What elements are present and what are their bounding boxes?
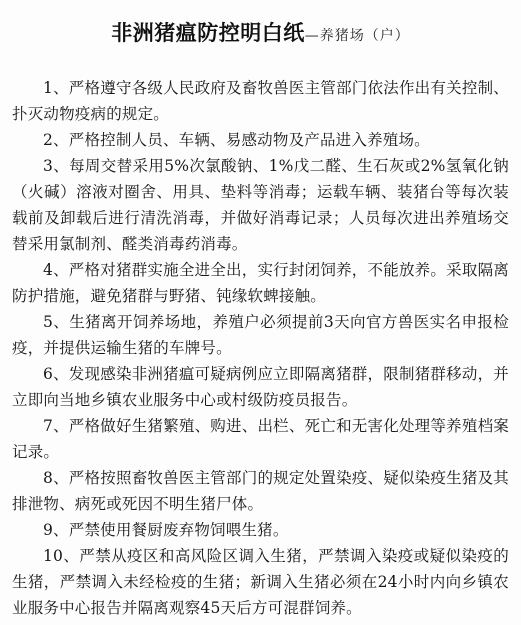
- rule-item-9: 9、严禁使用餐厨废弃物饲喂生猪。: [43, 521, 289, 539]
- rule-item-6: 6、发现感染非洲猪瘟可疑病例应立即隔离猪群，限制猪群移动，并立即向当地乡镇农业服务中心或村级防疫员报告。: [12, 365, 509, 409]
- rule-item-10: 10、严禁从疫区和高风险区调入生猪，严禁调入染疫或疑似染疫的生猪，严禁调入未经检疫的生猪；新调入生猪必须在24小时内向乡镇农业服务中心报告并隔离观察45天后方可混群饲养。: [12, 547, 509, 617]
- rule-item-4: 4、严格对猪群实施全进全出，实行封闭饲养，不能放养。采取隔离防护措施，避免猪群与野猪、钝缘软蜱接触。: [12, 261, 509, 305]
- document-subtitle: —养猪场（户）: [304, 28, 410, 44]
- rule-item-2: 2、严格控制人员、车辆、易感动物及产品进入养殖场。: [43, 131, 430, 149]
- rule-item-5: 5、生猪离开饲养场地，养殖户必须提前3天向官方兽医实名申报检疫，并提供运输生猪的车牌号。: [12, 313, 509, 357]
- rule-item-7: 7、严格做好生猪繁殖、购进、出栏、死亡和无害化处理等养殖档案记录。: [12, 417, 509, 461]
- document-title: 非洲猪瘟防控明白纸: [111, 21, 305, 45]
- document-body: [12, 75, 509, 621]
- rule-item-8: 8、严格按照畜牧兽医主管部门的规定处置染疫、疑似染疫生猪及其排泄物、病死或死因不明生猪尸体。: [12, 469, 509, 513]
- rule-item-1: 1、严格遵守各级人民政府及畜牧兽医主管部门依法作出有关控制、扑灭动物疫病的规定。: [12, 79, 509, 123]
- rule-item-3: 3、每周交替采用5%次氯酸钠、1%戊二醛、生石灰或2%氢氧化钠（火碱）溶液对圈舍、用具、垫料等消毒；运载车辆、装猪台等每次装载前及卸载后进行清洗消毒，并做好消毒记录；人员每次进出养殖场交替采用氯制剂、醛类消毒药消毒。: [12, 157, 509, 253]
- document-header: [12, 18, 509, 51]
